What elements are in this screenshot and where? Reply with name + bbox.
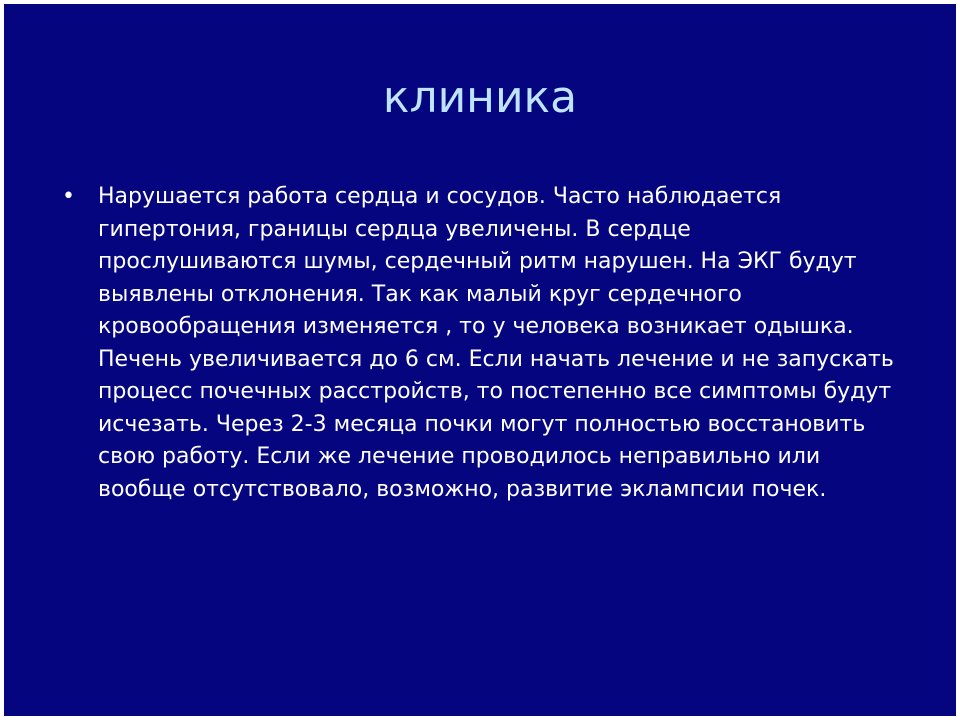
slide-title: клиника	[382, 72, 578, 123]
bullet-list	[62, 181, 896, 506]
bullet-item	[62, 181, 896, 506]
bullet-text: Нарушается работа сердца и сосудов. Часто наблюдается гипертония, границы сердца увеличены. В сердце прослушиваются шумы, сердечный ритм нарушен. На ЭКГ будут выявлены отклонения. Так как малый круг сердечного кровообращения изменяется , то у человека возникает одышка. Печень увеличивается до 6 см. Если начать лечение и не запускать процесс почечных расстройств, то постепенно все симптомы будут исчезать. Через 2-3 месяца почки могут полностью восстановить свою работу. Если же лечение проводилось неправильно или вообще отсутствовало, возможно, развитие эклампсии почек.	[98, 184, 894, 502]
bullet-dot-icon: •	[62, 184, 75, 209]
